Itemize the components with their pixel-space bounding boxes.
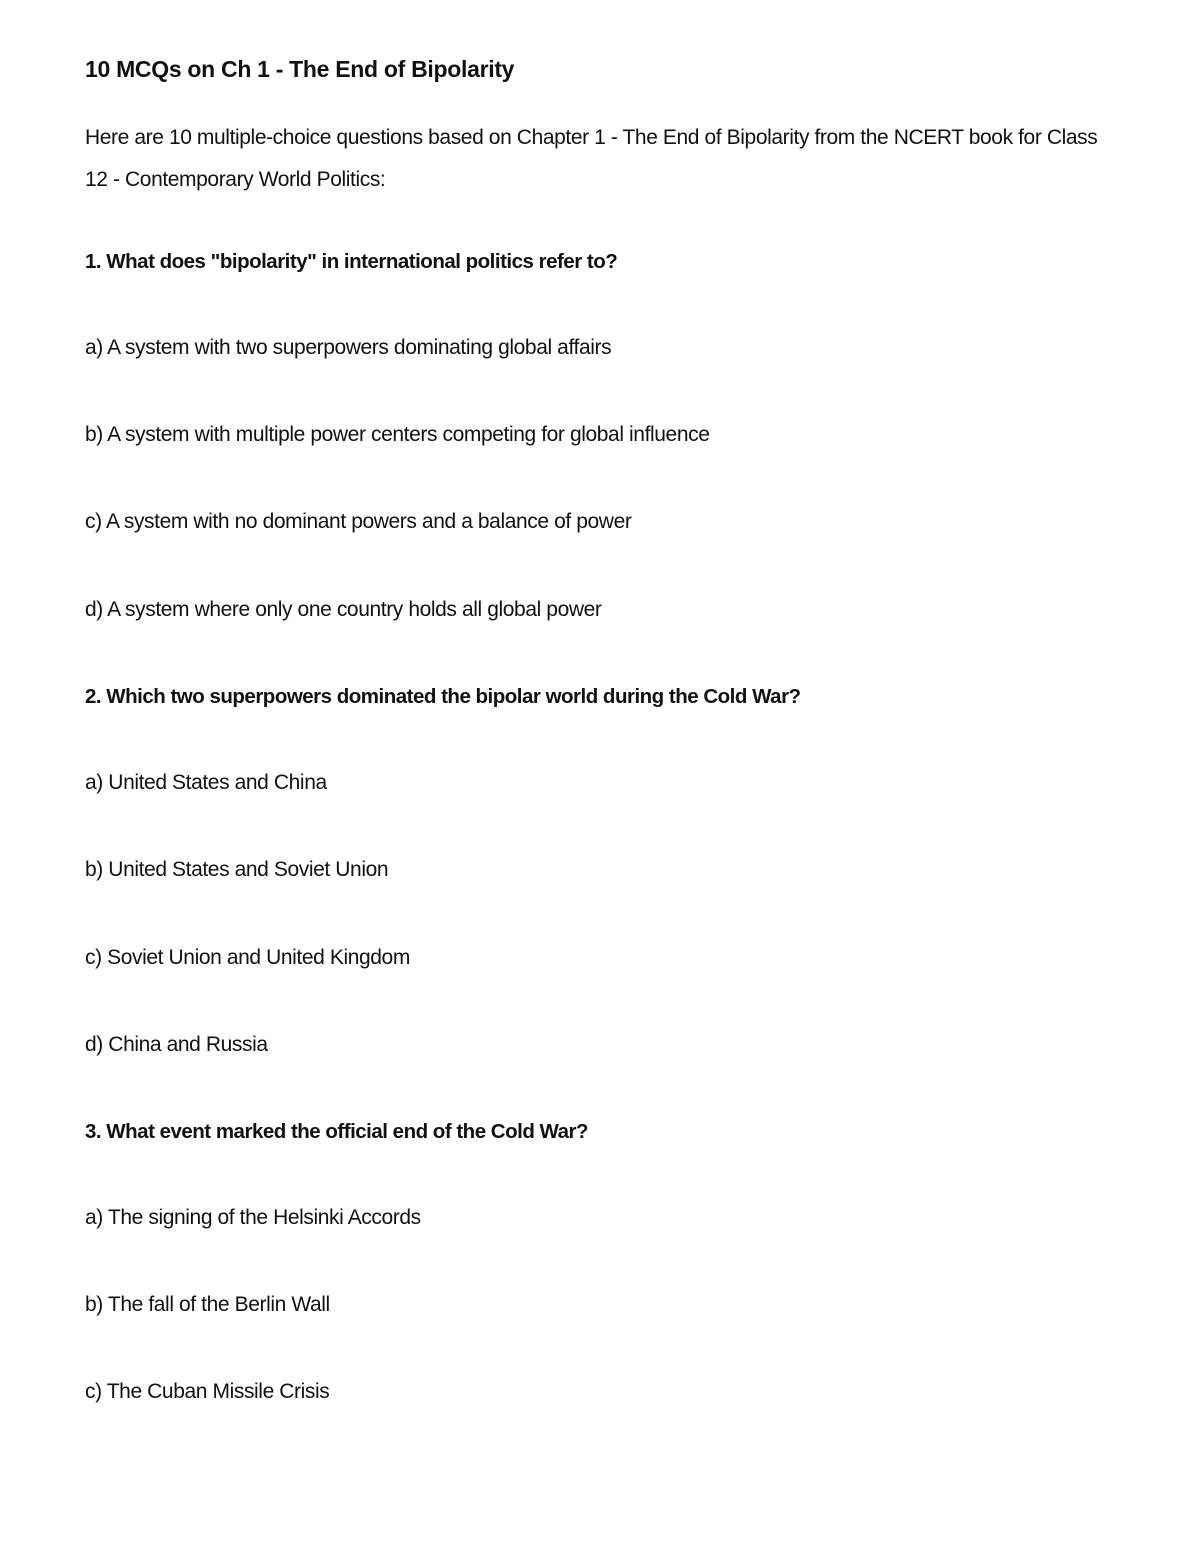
- question-3: 3. What event marked the official end of the Cold War?: [85, 1120, 589, 1143]
- question-1: 1. What does "bipolarity" in international politics refer to?: [85, 250, 618, 273]
- question-2: 2. Which two superpowers dominated the bipolar world during the Cold War?: [85, 685, 801, 708]
- question-1-option-a: a) A system with two superpowers dominating global affairs: [85, 336, 612, 359]
- question-1-option-c: c) A system with no dominant powers and a balance of power: [85, 510, 632, 533]
- intro-paragraph: Here are 10 multiple-choice questions based on Chapter 1 - The End of Bipolarity from the NCERT book for Class 12 - Contemporary World Politics:: [85, 126, 1098, 191]
- question-1-option-d: d) A system where only one country holds all global power: [85, 598, 602, 621]
- question-2-option-b: b) United States and Soviet Union: [85, 858, 389, 881]
- question-3-option-b: b) The fall of the Berlin Wall: [85, 1293, 330, 1316]
- question-3-option-c: c) The Cuban Missile Crisis: [85, 1380, 330, 1403]
- question-2-option-c: c) Soviet Union and United Kingdom: [85, 946, 410, 969]
- question-2-option-a: a) United States and China: [85, 771, 327, 794]
- question-3-option-a: a) The signing of the Helsinki Accords: [85, 1206, 421, 1229]
- question-2-option-d: d) China and Russia: [85, 1033, 268, 1056]
- page-title: 10 MCQs on Ch 1 - The End of Bipolarity: [85, 56, 515, 82]
- question-1-option-b: b) A system with multiple power centers competing for global influence: [85, 423, 710, 446]
